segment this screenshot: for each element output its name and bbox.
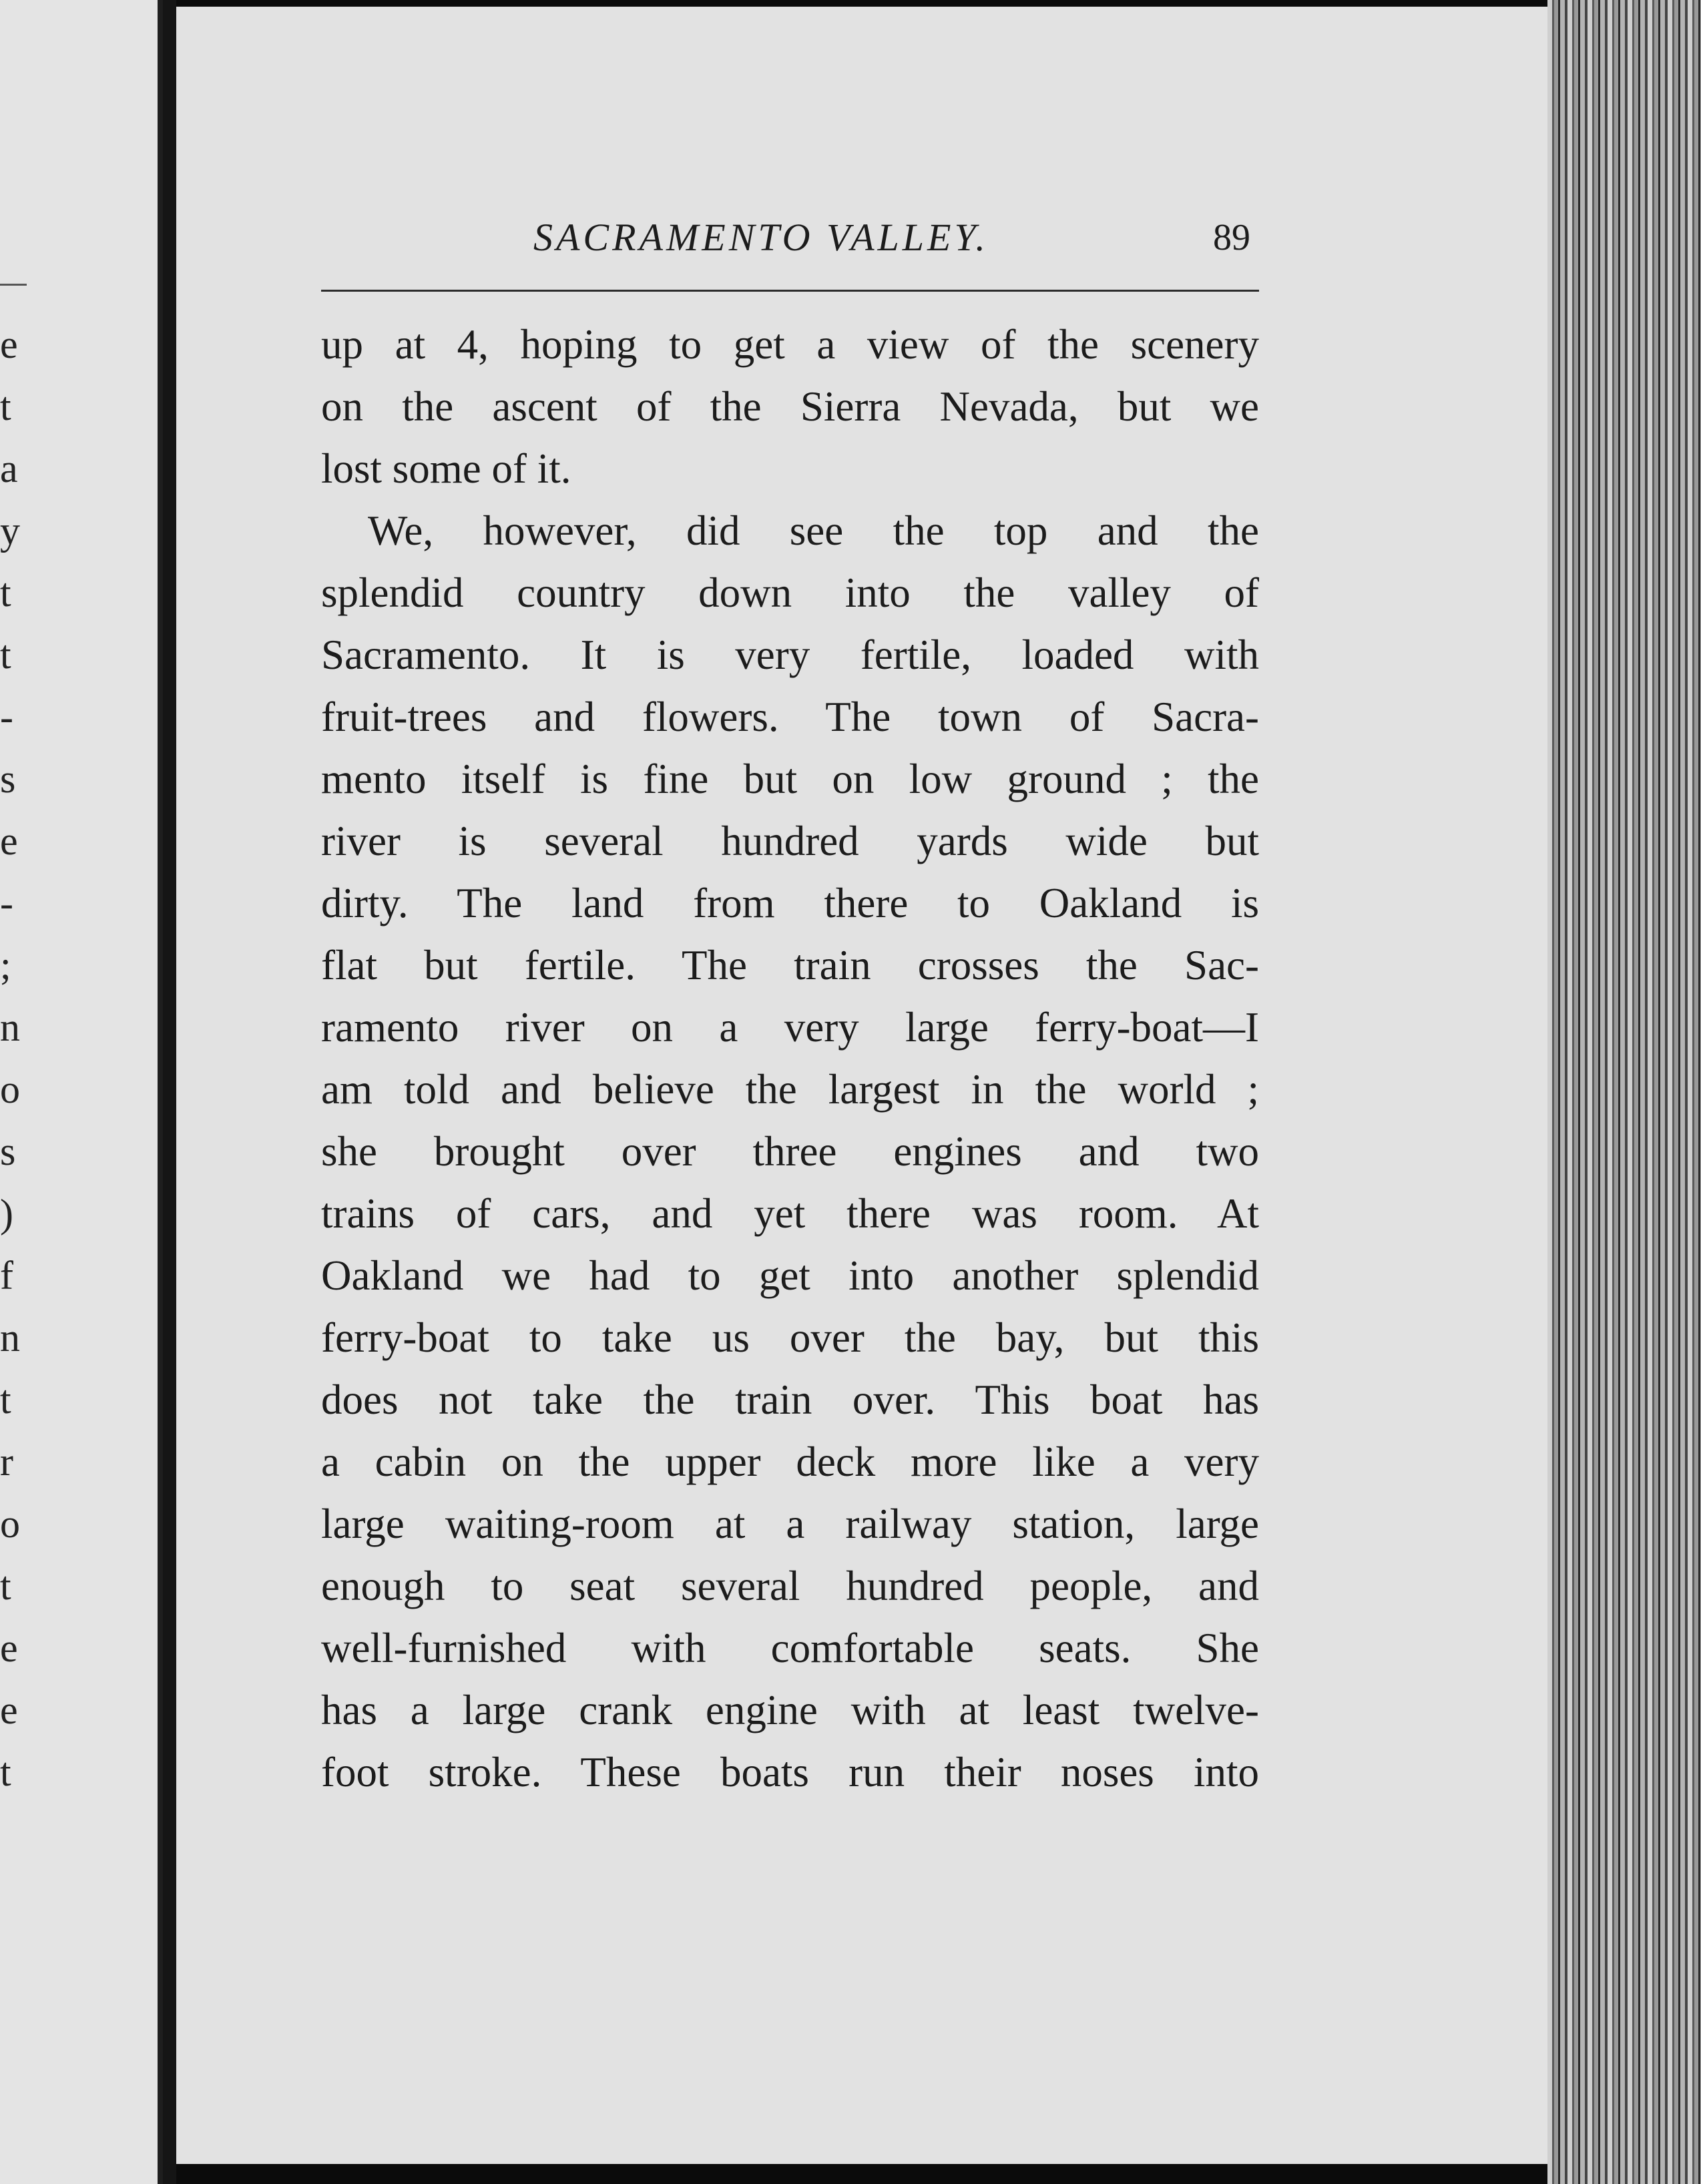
text-line: has a large crank engine with at least twelve- xyxy=(321,1687,1259,1733)
line-ending: t xyxy=(0,384,11,429)
line-ending: n xyxy=(0,1316,20,1360)
text-line: on the ascent of the Sierra Nevada, but we xyxy=(321,383,1259,430)
line-ending: t xyxy=(0,571,11,615)
line-ending: t xyxy=(0,1750,11,1794)
line-ending: a xyxy=(0,447,18,491)
text-line: dirty. The land from there to Oakland is xyxy=(321,880,1259,926)
text-line: fruit-trees and flowers. The town of Sacra- xyxy=(321,694,1259,740)
text-line: splendid country down into the valley of xyxy=(321,569,1259,616)
line-ending: s xyxy=(0,757,16,801)
line-ending: r xyxy=(0,1440,13,1484)
running-title: SACRAMENTO VALLEY. xyxy=(533,216,989,259)
page-edges xyxy=(1547,0,1701,2184)
book-gutter xyxy=(163,0,176,2184)
line-ending: ) xyxy=(0,1191,13,1236)
text-line: flat but fertile. The train crosses the Sac- xyxy=(321,942,1259,989)
text-line: up at 4, hoping to get a view of the scenery xyxy=(321,321,1259,368)
running-head xyxy=(176,211,1547,264)
text-line: We, however, did see the top and the xyxy=(368,507,1259,554)
text-line: ramento river on a very large ferry-boat—I xyxy=(321,1004,1259,1051)
text-line: a cabin on the upper deck more like a very xyxy=(321,1438,1259,1485)
line-ending: e xyxy=(0,1688,18,1732)
text-line: ferry-boat to take us over the bay, but this xyxy=(321,1314,1259,1361)
text-line: Oakland we had to get into another splendid xyxy=(321,1252,1259,1299)
text-line: foot stroke. These boats run their noses into xyxy=(321,1749,1259,1796)
line-ending: s xyxy=(0,1129,16,1173)
text-line: she brought over three engines and two xyxy=(321,1128,1259,1175)
line-ending: o xyxy=(0,1502,20,1546)
facing-page-line-endings xyxy=(0,314,40,1804)
facing-page-rule xyxy=(0,284,27,286)
text-line: mento itself is fine but on low ground ; the xyxy=(321,756,1259,802)
line-ending: t xyxy=(0,1378,11,1422)
line-ending: t xyxy=(0,1564,11,1608)
text-line: Sacramento. It is very fertile, loaded with xyxy=(321,631,1259,678)
line-ending: - xyxy=(0,695,13,739)
text-line: enough to seat several hundred people, and xyxy=(321,1563,1259,1609)
line-ending: o xyxy=(0,1067,20,1111)
body-text xyxy=(321,314,1259,1804)
header-rule xyxy=(321,290,1259,292)
page-number: 89 xyxy=(1213,217,1250,258)
text-line: large waiting-room at a railway station, large xyxy=(321,1500,1259,1547)
facing-page-left xyxy=(0,0,163,2184)
text-line: does not take the train over. This boat has xyxy=(321,1376,1259,1423)
line-ending: y xyxy=(0,509,20,553)
text-line: am told and believe the largest in the world ; xyxy=(321,1066,1259,1113)
line-ending: ; xyxy=(0,943,11,987)
text-line: lost some of it. xyxy=(321,445,571,492)
text-line: trains of cars, and yet there was room. At xyxy=(321,1190,1259,1237)
line-ending: e xyxy=(0,819,18,863)
book-page xyxy=(176,7,1547,2164)
text-line: river is several hundred yards wide but xyxy=(321,818,1259,864)
line-ending: - xyxy=(0,881,13,925)
line-ending: t xyxy=(0,633,11,677)
line-ending: e xyxy=(0,322,18,366)
line-ending: f xyxy=(0,1254,13,1298)
line-ending: e xyxy=(0,1626,18,1670)
text-line: well-furnished with comfortable seats. She xyxy=(321,1625,1259,1671)
line-ending: n xyxy=(0,1005,20,1049)
